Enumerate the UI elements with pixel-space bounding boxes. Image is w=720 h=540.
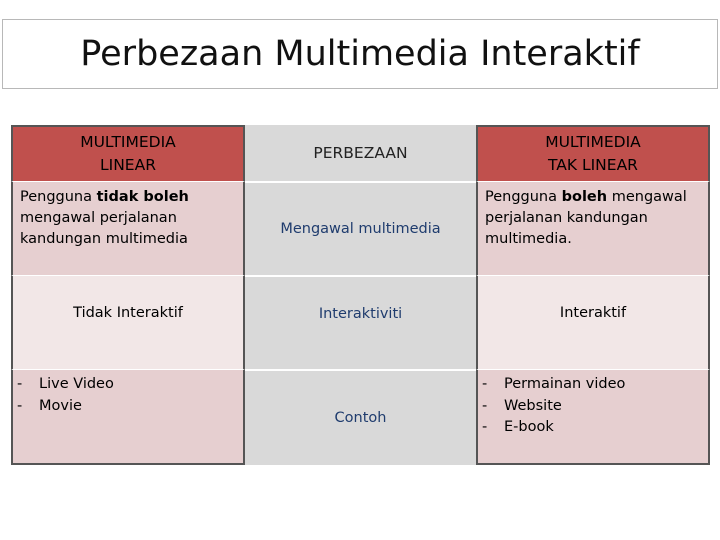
column-perbezaan xyxy=(245,125,476,465)
nonlinear-interactivity-cell xyxy=(476,275,710,369)
bullet-dash: - xyxy=(482,397,488,414)
difference-examples-text: Contoh xyxy=(334,409,387,426)
nonlinear-examples-cell xyxy=(476,369,710,465)
difference-control-cell xyxy=(245,181,476,275)
title-box xyxy=(2,19,718,89)
linear-control-cell xyxy=(11,181,245,275)
header-multimedia-tak-linear xyxy=(476,125,710,181)
header-middle-text: PERBEZAAN xyxy=(313,143,408,162)
list-item xyxy=(17,396,243,418)
linear-interactivity-cell xyxy=(11,275,245,369)
linear-example-2: Movie xyxy=(39,397,82,414)
header-perbezaan xyxy=(245,125,476,181)
nonlinear-control-text-a: Pengguna xyxy=(485,189,562,205)
nonlinear-interactivity-text: Interaktif xyxy=(559,305,627,321)
nonlinear-control-cell xyxy=(476,181,710,275)
header-right-line2: TAK LINEAR xyxy=(548,156,638,174)
bullet-dash: - xyxy=(17,376,23,392)
nonlinear-example-1: Permainan video xyxy=(504,376,626,392)
linear-examples-list xyxy=(13,370,243,417)
linear-control-text-bold: tidak boleh xyxy=(96,189,189,205)
nonlinear-control-text-b: mengawal perjalanan kandungan multimedia. xyxy=(485,189,687,247)
header-left-line1: MULTIMEDIA xyxy=(80,133,176,151)
column-multimedia-linear xyxy=(11,125,245,465)
nonlinear-control-text-bold: boleh xyxy=(561,189,608,205)
header-left-line2: LINEAR xyxy=(100,156,156,174)
difference-control-text: Mengawal multimedia xyxy=(280,220,441,237)
difference-examples-cell xyxy=(245,369,476,465)
nonlinear-example-3: E-book xyxy=(504,419,554,435)
list-item xyxy=(482,374,708,396)
linear-examples-cell xyxy=(11,369,245,465)
nonlinear-example-2: Website xyxy=(504,397,562,414)
slide-title: Perbezaan Multimedia Interaktif xyxy=(80,34,640,74)
list-item xyxy=(482,396,708,418)
header-multimedia-linear xyxy=(11,125,245,181)
difference-interactivity-text: Interaktiviti xyxy=(318,306,403,322)
bullet-dash: - xyxy=(482,376,488,392)
linear-control-text-a: Pengguna xyxy=(20,189,97,205)
linear-control-text-b: mengawal perjalanan kandungan multimedia xyxy=(20,210,188,247)
header-right-line1: MULTIMEDIA xyxy=(545,133,641,151)
bullet-dash: - xyxy=(482,419,488,435)
list-item xyxy=(17,374,243,396)
linear-interactivity-text: Tidak Interaktif xyxy=(73,305,183,321)
difference-interactivity-cell xyxy=(245,275,476,369)
column-multimedia-tak-linear xyxy=(476,125,710,465)
bullet-dash: - xyxy=(17,397,23,414)
linear-example-1: Live Video xyxy=(39,376,114,392)
nonlinear-examples-list xyxy=(478,370,708,439)
list-item xyxy=(482,417,708,439)
